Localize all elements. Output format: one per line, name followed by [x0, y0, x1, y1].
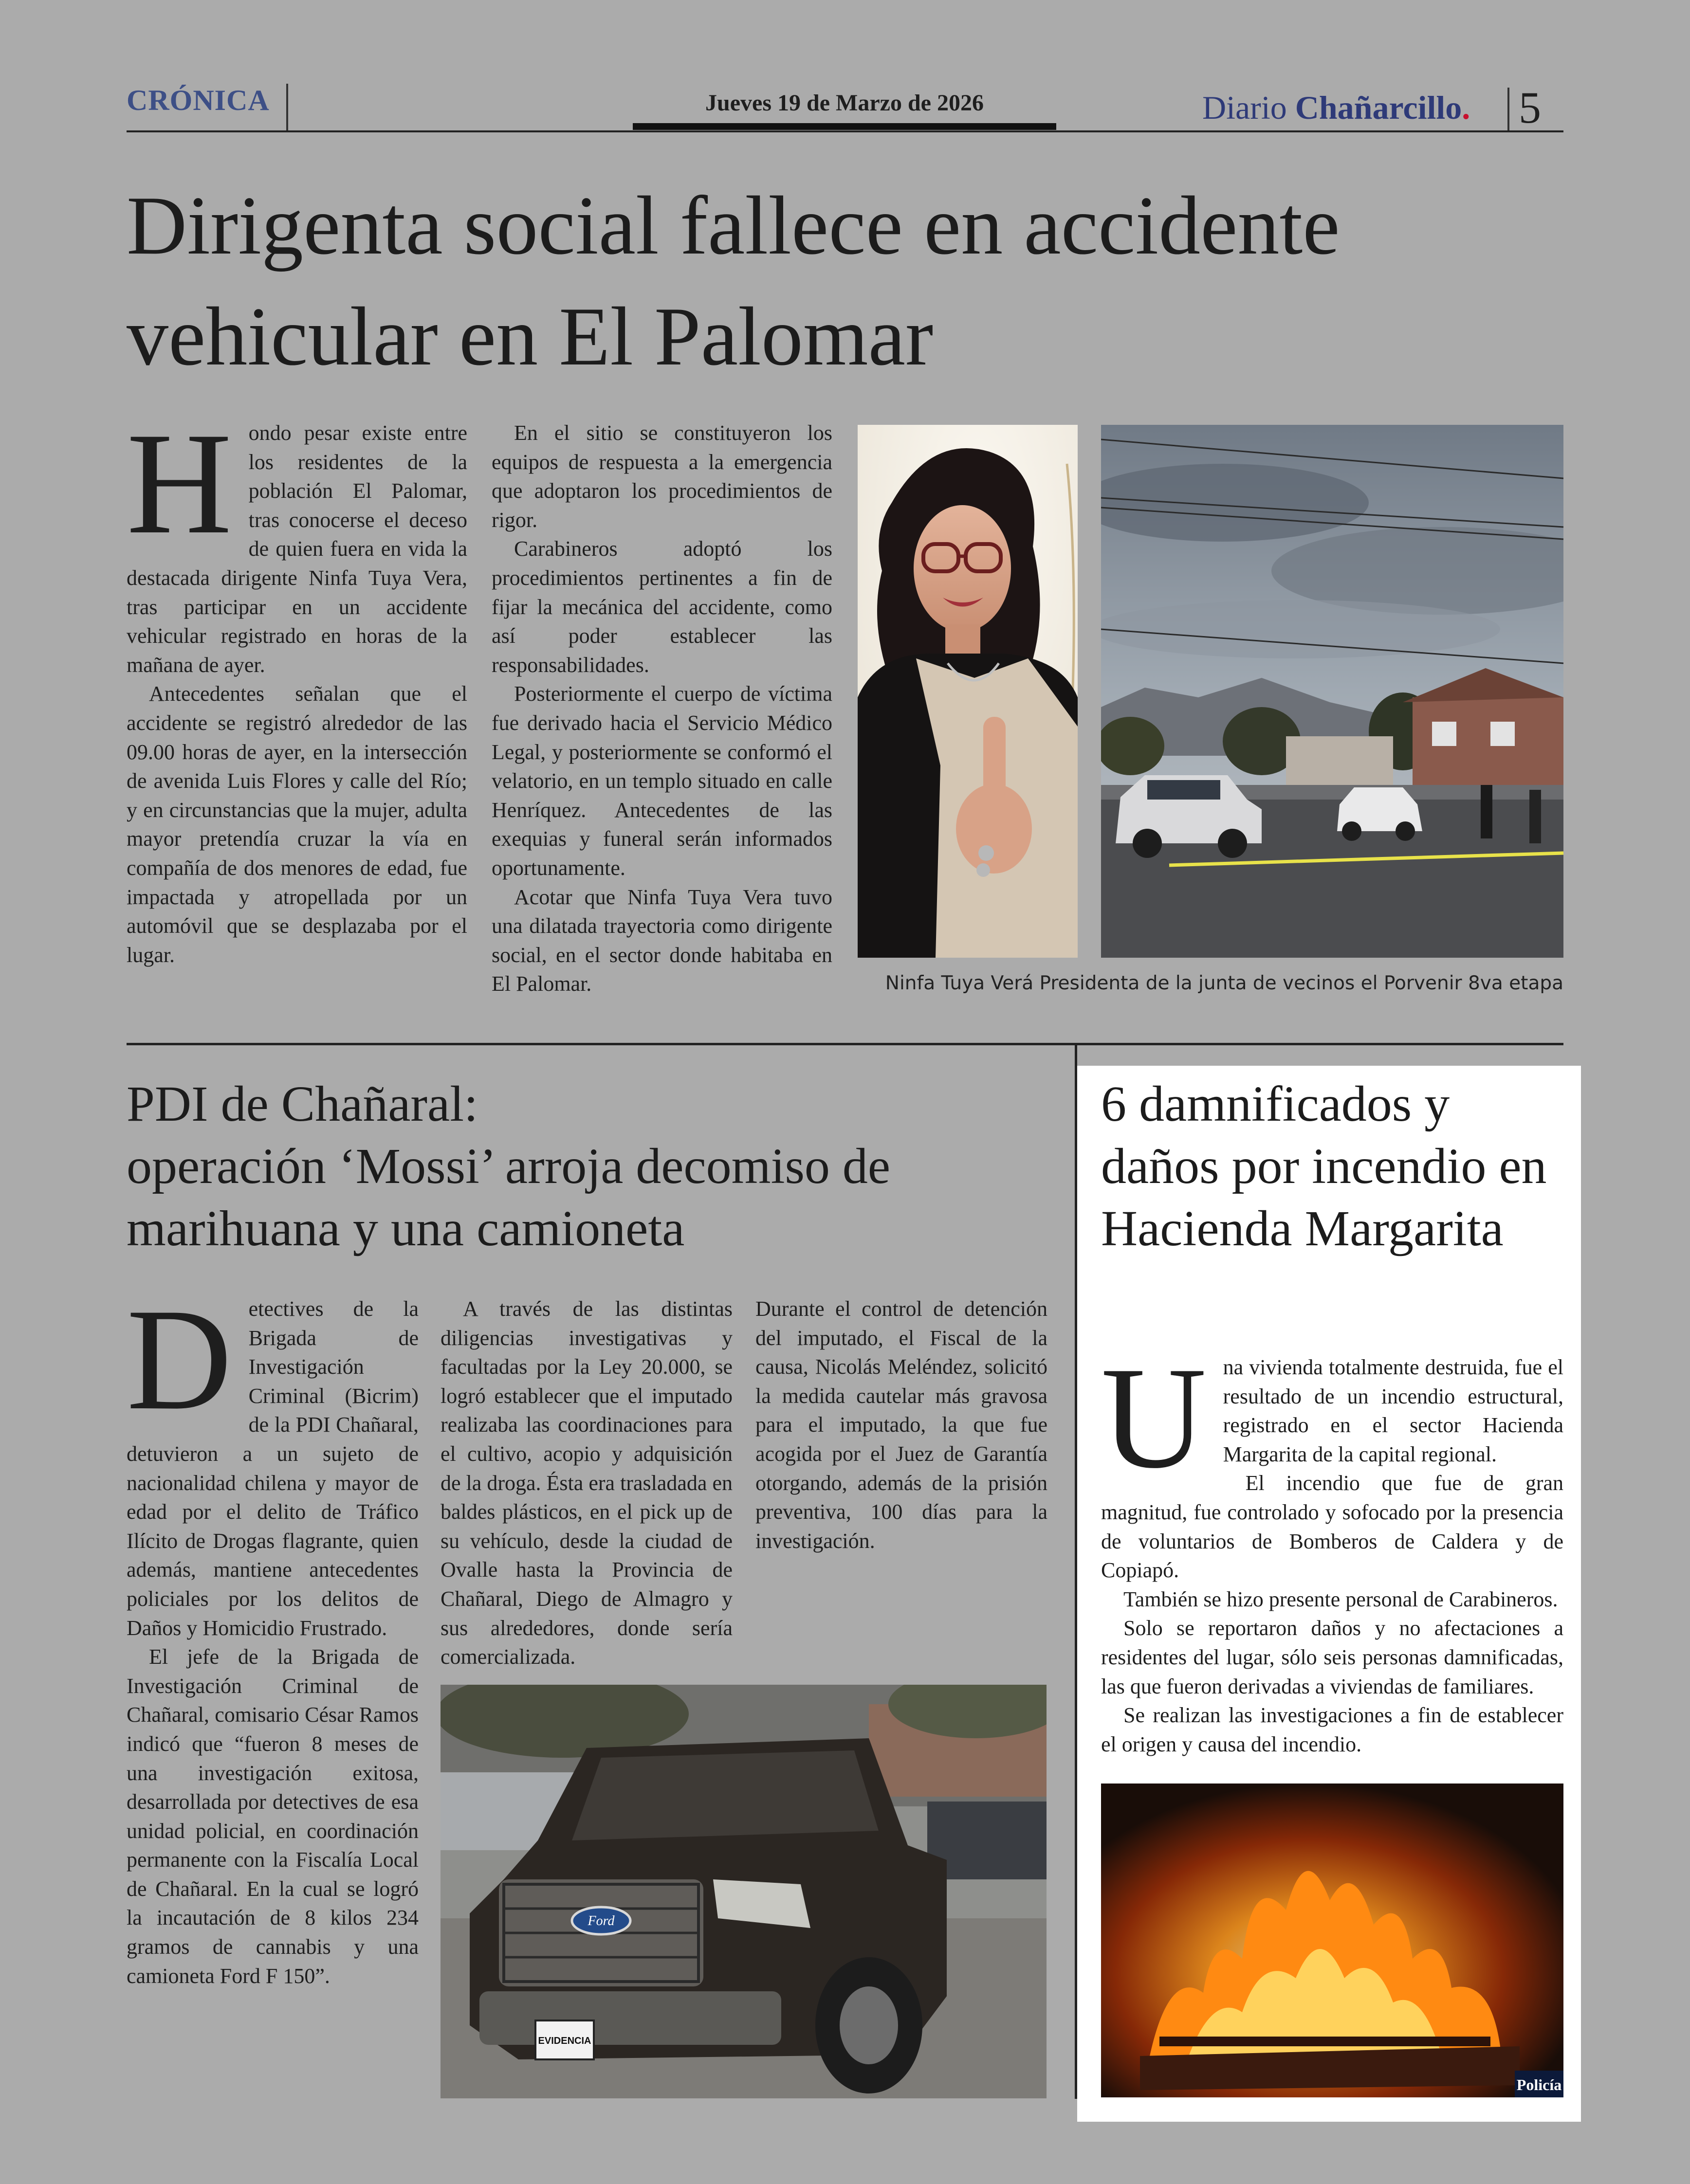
article2-paragraph [127, 1278, 419, 1642]
article3-paragraph [1101, 1337, 1563, 1498]
section-divider [286, 84, 288, 132]
date-underline [633, 123, 1056, 130]
article1-paragraph: Carabineros adoptó los procedimientos pertinentes a fin de fijar la mecánica del accidente, como así poder establecer las responsabilidades. [492, 537, 832, 677]
article3-paragraph-text: na vivienda totalmente destruida, fue el resultado de un incendio estructural, registrado en el sector Hacienda Margarita de la capital regional. [1223, 1355, 1563, 1466]
article1-paragraph: Acotar que Ninfa Tuya Vera tuvo una dilatada trayectoria como dirigente social, en el sector donde habitaba en El Palomar. [492, 885, 832, 996]
article2-paragraph: Durante el control de detención del imputado, el Fiscal de la causa, Nicolás Meléndez, solicitó la medida cautelar más gravosa para el imputado, la que fue acogida por el Juez de Garantía otorgando, además de la prisión preventiva, 100 días para la investigación. [755, 1297, 1047, 1553]
masthead-dot: . [1462, 89, 1470, 126]
page-number: 5 [1519, 83, 1541, 132]
article1-paragraph: Posteriormente el cuerpo de víctima fue derivado hacia el Servicio Médico Legal, y posteriormente se conformó el velatorio, en un templo situado en calle Henríquez. Antecedentes de las exequias y funeral serán informados oportunamente. [492, 682, 832, 880]
article2-paragraph: A través de las distintas diligencias investigativas y facultadas por la Ley 20.000, se logró establecer que el imputado realizaba las coordinaciones para el cultivo, acopio y adquisición de la droga. Ésta era trasladada en baldes plásticos, en el pick up de su vehículo, desde la ciudad de Ovalle hasta la Provincia de Chañaral, Diego de Almagro y sus alrededores, donde sería comercializada. [441, 1297, 733, 1669]
header-rule [127, 130, 1563, 132]
article2-headline-line2: operación ‘Mossi’ arroja decomiso de marihuana y una camioneta [127, 1138, 891, 1256]
article1-paragraph: En el sitio se constituyeron los equipos de respuesta a la emergencia que adoptaron los procedimientos de rigor. [492, 421, 832, 532]
article2-headline-line1: PDI de Chañaral: [127, 1076, 478, 1132]
portrait-photo [858, 425, 1078, 958]
article1-dropcap: H [127, 402, 232, 564]
article3-paragraph: Se realizan las investigaciones a fin de establecer el origen y causa del incendio. [1101, 1703, 1563, 1756]
section-divider-horizontal [127, 1043, 1563, 1045]
grille-badge: Ford [588, 1913, 615, 1929]
article2-column-2 [441, 1294, 733, 1672]
accident-scene-photo [1101, 425, 1563, 958]
masthead [1202, 89, 1470, 127]
seized-truck-photo [441, 1685, 1047, 2098]
article3-headline: 6 damnificados y daños por incendio en Hacienda Margarita [1101, 1076, 1547, 1256]
section-divider-vertical [1075, 1043, 1077, 2099]
article1-column-1 [127, 402, 467, 969]
article1-column-2 [492, 419, 832, 999]
fire-photo [1101, 1784, 1563, 2097]
article2-column-1 [127, 1278, 419, 1990]
article2-paragraph: El jefe de la Brigada de Investigación Criminal de Chañaral, comisario César Ramos indicó que “fueron 8 meses de una investigación exitosa, desarrollada por detectives de esa unidad policial, en coordinación permanente con la Fiscalía Local de Chañaral. En la cual se logró la incautación de 8 kilos 234 gramos de cannabis y una camioneta Ford F 150”. [127, 1645, 419, 1988]
article2-dropcap: D [127, 1278, 232, 1440]
article2-paragraph-text: etectives de la Brigada de Investigación Criminal (Bicrim) de la PDI Chañaral, detuvieron a un sujeto de nacionalidad chilena y mayor de edad por el delito de Tráfico Ilícito de Drogas flagrante, quien además, mantiene antecedentes policiales por los delitos de Daños y Homicidio Frustrado. [127, 1297, 419, 1640]
masthead-name: Chañarcillo [1295, 89, 1462, 126]
fire-illustration [1101, 1784, 1563, 2097]
issue-date: Jueves 19 de Marzo de 2026 [705, 90, 984, 116]
masthead-prefix: Diario [1202, 89, 1287, 126]
article1-paragraph [127, 402, 467, 679]
article3-dropcap: U [1101, 1337, 1207, 1498]
article1-paragraph: Antecedentes señalan que el accidente se registró alrededor de las 09.00 horas de ayer, en la intersección de avenida Luis Flores y calle del Río; y en circunstancias que la mujer, adulta mayor pretendía cruzar la vía en compañía de dos menores de edad, fue impactada y atropellada por un automóvil que se desplazaba por el lugar. [127, 682, 467, 967]
portrait-illustration [858, 425, 1078, 958]
street-scene-illustration [1101, 425, 1563, 958]
photo-caption: Ninfa Tuya Verá Presidenta de la junta de vecinos el Porvenir 8va etapa [885, 972, 1563, 994]
fire-photo-watermark: Policía [1516, 2076, 1562, 2093]
section-label: CRÓNICA [127, 84, 270, 116]
truck-illustration [441, 1685, 1047, 2098]
article1-paragraph-text: ondo pesar existe entre los residentes de la población El Palomar, tras conocerse el deceso de quien fuera en vida la destacada dirigente Ninfa Tuya Vera, tras participar en un accidente vehicular registrado en horas de la mañana de ayer. [127, 421, 467, 677]
article1-headline: Dirigenta social fallece en accidente vehicular en El Palomar [127, 180, 1340, 383]
article2-headline [127, 1073, 1027, 1260]
article3-paragraph: Solo se reportaron daños y no afectaciones a residentes del lugar, sólo seis personas damnificadas, las que fueron derivadas a viviendas de familiares. [1101, 1616, 1563, 1698]
article3-paragraph: El incendio que fue de gran magnitud, fue controlado y sofocado por la presencia de voluntarios de Bomberos de Caldera y de Copiapó. [1101, 1471, 1563, 1583]
page-number-divider [1507, 88, 1509, 130]
article3-body [1101, 1337, 1563, 1759]
article3-paragraph: También se hizo presente personal de Carabineros. [1123, 1587, 1558, 1611]
article2-column-3 [755, 1294, 1047, 1555]
evidence-plate: EVIDENCIA [538, 2036, 591, 2046]
